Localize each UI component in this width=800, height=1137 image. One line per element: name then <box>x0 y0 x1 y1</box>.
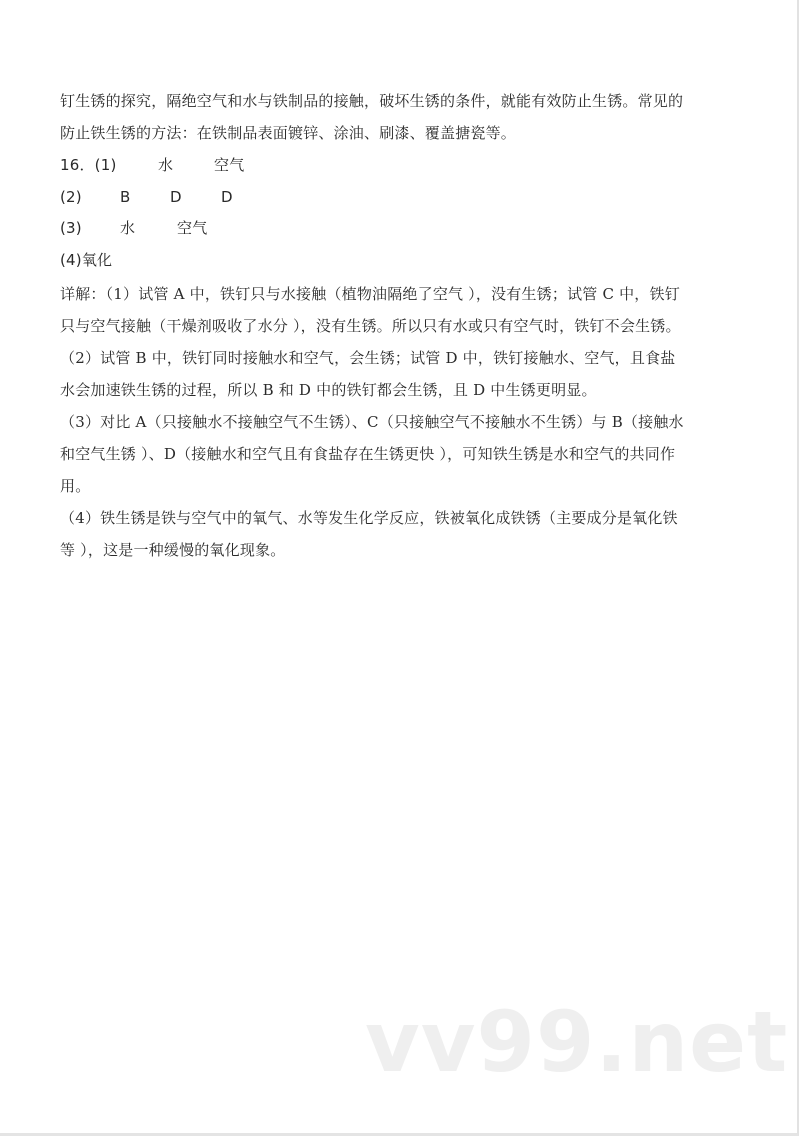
explanation-line: （3）对比 A（只接触水不接触空气不生锈）、C（只接触空气不接触水不生锈）与 B（接触水 <box>60 413 684 431</box>
answer-value: 水 <box>158 156 174 174</box>
answer-label: (3) <box>60 219 82 237</box>
answer-16-part-3 <box>60 218 207 238</box>
explanation-line: 只与空气接触（干燥剂吸收了水分 ），没有生锈。所以只有水或只有空气时，铁钉不会生锈。 <box>60 317 681 335</box>
answer-value: B <box>120 188 131 206</box>
explanation-line: 等 ），这是一种缓慢的氧化现象。 <box>60 541 286 559</box>
explanation-line: （2）试管 B 中，铁钉同时接触水和空气，会生锈；试管 D 中，铁钉接触水、空气，且食盐 <box>60 349 676 367</box>
answer-value: 水 <box>120 219 136 237</box>
explanation-line: 用。 <box>60 477 91 495</box>
explanation-line: 水会加速铁生锈的过程，所以 B 和 D 中的铁钉都会生锈，且 D 中生锈更明显。 <box>60 381 597 399</box>
watermark: vv99.net <box>365 993 789 1091</box>
answer-value: D <box>221 188 233 206</box>
answer-label: 16．(1) <box>60 156 117 174</box>
answer-16-part-4: (4)氧化 <box>60 251 113 269</box>
explanation-line: 和空气生锈 ）、D（接触水和空气且有食盐存在生锈更快 ），可知铁生锈是水和空气的共同作 <box>60 445 676 463</box>
explanation-line: 详解：（1）试管 A 中，铁钉只与水接触（植物油隔绝了空气 ），没有生锈；试管 C 中，铁钉 <box>60 285 680 303</box>
explanation-line: （4）铁生锈是铁与空气中的氧气、水等发生化学反应，铁被氧化成铁锈（主要成分是氧化铁 <box>60 509 678 527</box>
paragraph-line: 防止铁生锈的方法：在铁制品表面镀锌、涂油、刷漆、覆盖搪瓷等。 <box>60 124 517 142</box>
answer-16-part-2 <box>60 187 233 207</box>
answer-16-part-1 <box>60 155 244 175</box>
answer-value: 空气 <box>214 156 245 174</box>
answer-value: D <box>170 188 182 206</box>
answer-value: 空气 <box>177 219 208 237</box>
paragraph-line: 钉生锈的探究，隔绝空气和水与铁制品的接触，破坏生锈的条件，就能有效防止生锈。常见的 <box>60 92 684 110</box>
answer-label: (2) <box>60 188 82 206</box>
